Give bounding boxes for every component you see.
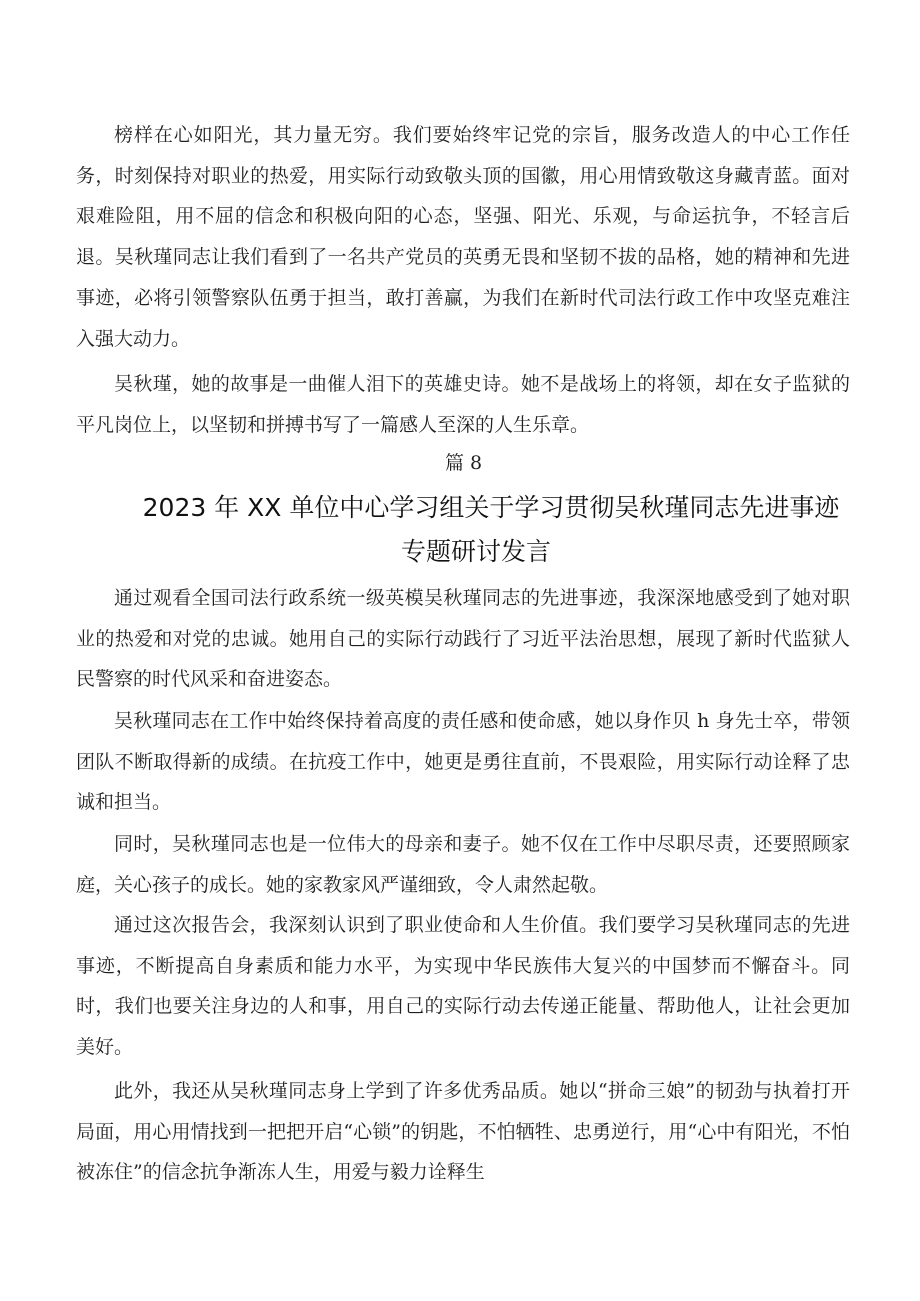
section-label: 篇 8 [445,452,483,474]
document-title [76,486,876,574]
paragraph: 此外，我还从吴秋瑾同志身上学到了许多优秀品质。她以“拼命三娘”的韧劲与执着打开局面，用心用情找到一把把开启“心锁”的钥匙，不怕牺牲、忠勇逆行，用“心中有阳光，不怕被冻住”的信念抗争渐冻人生，用爱与毅力诠释生 [76,1080,850,1184]
paragraph: 同时，吴秋瑾同志也是一位伟大的母亲和妻子。她不仅在工作中尽职尽责，还要照顾家庭，关心孩子的成长。她的家教家风严谨细致，令人肃然起敬。 [76,833,850,896]
paragraph: 通过观看全国司法行政系统一级英模吴秋瑾同志的先进事迹，我深深地感受到了她对职业的热爱和对党的忠诚。她用自己的实际行动践行了习近平法治思想，展现了新时代监狱人民警察的时代风采和奋进姿态。 [76,587,850,691]
title-line-2: 专题研讨发言 [400,537,551,566]
paragraph: 通过这次报告会，我深刻认识到了职业使命和人生价值。我们要学习吴秋瑾同志的先进事迹，不断提高自身素质和能力水平，为实现中华民族伟大复兴的中国梦而不懈奋斗。同时，我们也要关注身边的人和事，用自己的实际行动去传递正能量、帮助他人，让社会更加美好。 [76,914,850,1059]
paragraph: 吴秋瑾同志在工作中始终保持着高度的责任感和使命感，她以身作贝 h 身先士卒，带领团队不断取得新的成绩。在抗疫工作中，她更是勇往直前，不畏艰险，用实际行动诠释了忠诚和担当。 [76,710,850,814]
paragraph: 吴秋瑾，她的故事是一曲催人泪下的英雄史诗。她不是战场上的将领，却在女子监狱的平凡岗位上，以坚韧和拼搏书写了一篇感人至深的人生乐章。 [76,373,850,436]
title-line-1: 2023 年 XX 单位中心学习组关于学习贯彻吴秋瑾同志先进事迹 [142,493,840,522]
paragraph: 榜样在心如阳光，其力量无穷。我们要始终牢记党的宗旨，服务改造人的中心工作任务，时刻保持对职业的热爱，用实际行动致敬头顶的国徽，用心用情致敬这身藏青蓝。面对艰难险阻，用不屈的信念和积极向阳的心态，坚强、阳光、乐观，与命运抗争，不轻言后退。吴秋瑾同志让我们看到了一名共产党员的英勇无畏和坚韧不拔的品格，她的精神和先进事迹，必将引领警察队伍勇于担当，敢打善赢，为我们在新时代司法行政工作中攻坚克难注入强大动力。 [76,124,850,350]
